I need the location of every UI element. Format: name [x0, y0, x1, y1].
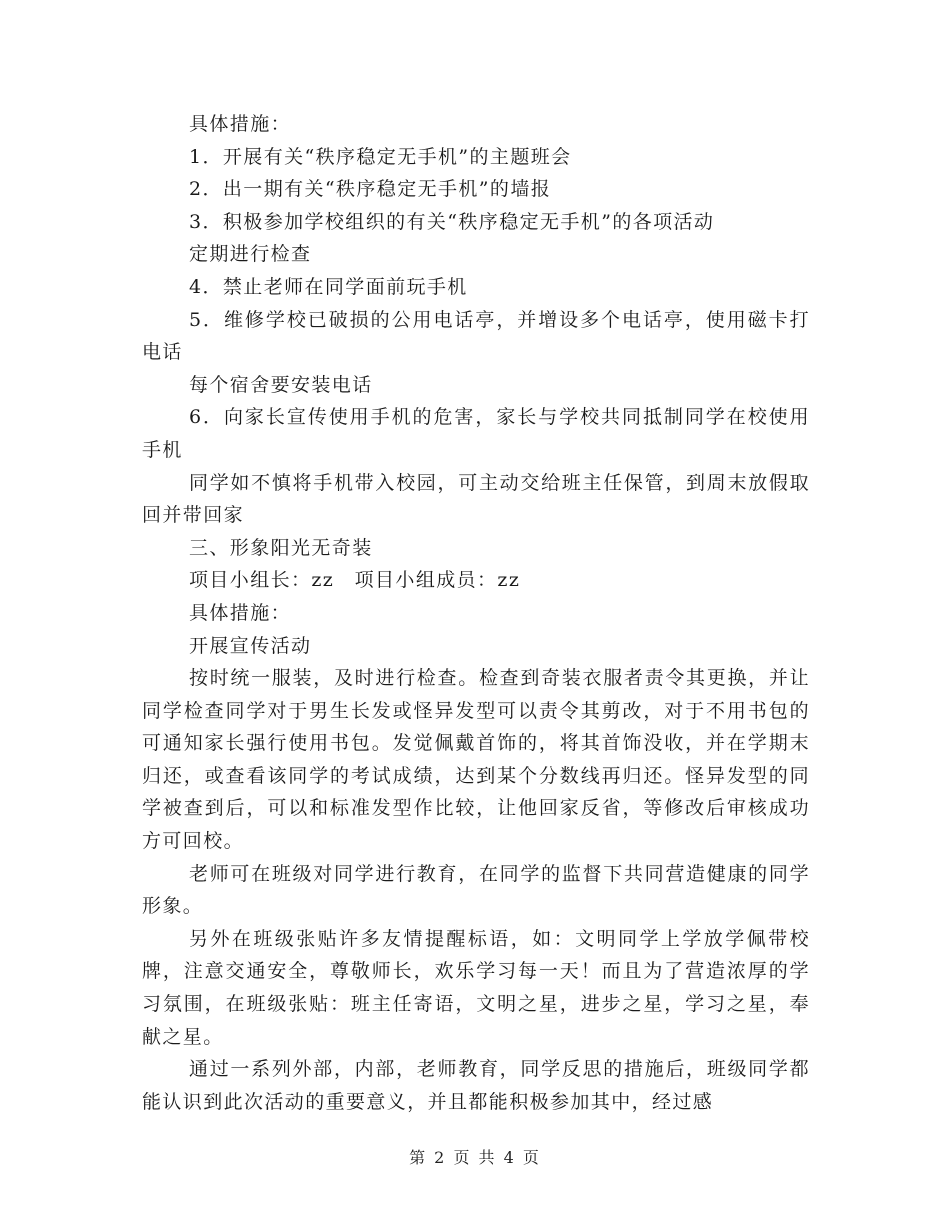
paragraph: 5．维修学校已破损的公用电话亭，并增设多个电话亭，使用磁卡打电话: [142, 308, 810, 364]
paragraph: 开展宣传活动: [189, 634, 312, 657]
section-heading: 三、形象阳光无奇装: [189, 536, 373, 559]
paragraph: 同学如不慎将手机带入校园，可主动交给班主任保管，到周末放假取回并带回家: [142, 471, 810, 527]
paragraph: 1．开展有关“秩序稳定无手机”的主题班会: [189, 145, 572, 168]
paragraph: 6．向家长宣传使用手机的危害，家长与学校共同抵制同学在校使用手机: [142, 406, 810, 461]
page-number-footer: 第 2 页 共 4 页: [409, 1148, 541, 1167]
paragraph: 具体措施：: [189, 113, 292, 135]
paragraph: 2．出一期有关“秩序稳定无手机”的墙报: [189, 178, 552, 201]
paragraph: 定期进行检查: [189, 243, 312, 266]
paragraph: 具体措施：: [189, 601, 292, 624]
paragraph: 老师可在班级对同学进行教育，在同学的监督下共同营造健康的同学形象。: [142, 862, 810, 918]
paragraph: 通过一系列外部，内部，老师教育，同学反思的措施后，班级同学都能认识到此次活动的重要意义，并且都能积极参加其中，经过感: [142, 1058, 810, 1113]
paragraph: 另外在班级张贴许多友情提醒标语，如：文明同学上学放学佩带校牌，注意交通安全，尊敬师长，欢乐学习每一天！而且为了营造浓厚的学习氛围，在班级张贴：班主任寄语，文明之星，进步之星，学习之星，奉献之星。: [142, 927, 810, 1048]
document-body: [142, 108, 810, 1118]
paragraph: 按时统一服装，及时进行检查。检查到奇装衣服者责令其更换，并让同学检查同学对于男生长发或怪异发型可以责令其剪改，对于不用书包的可通知家长强行使用书包。发觉佩戴首饰的，将其首饰没收，并在学期末归还，或查看该同学的考试成绩，达到某个分数线再归还。怪异发型的同学被查到后，可以和标准发型作比较，让他回家反省，等修改后审核成功方可回校。: [142, 667, 810, 853]
paragraph: 项目小组长：zz 项目小组成员：zz: [189, 569, 521, 592]
paragraph: 3．积极参加学校组织的有关“秩序稳定无手机”的各项活动: [189, 210, 715, 233]
paragraph: 每个宿舍要安装电话: [189, 373, 373, 396]
paragraph: 4．禁止老师在同学面前玩手机: [189, 275, 468, 298]
